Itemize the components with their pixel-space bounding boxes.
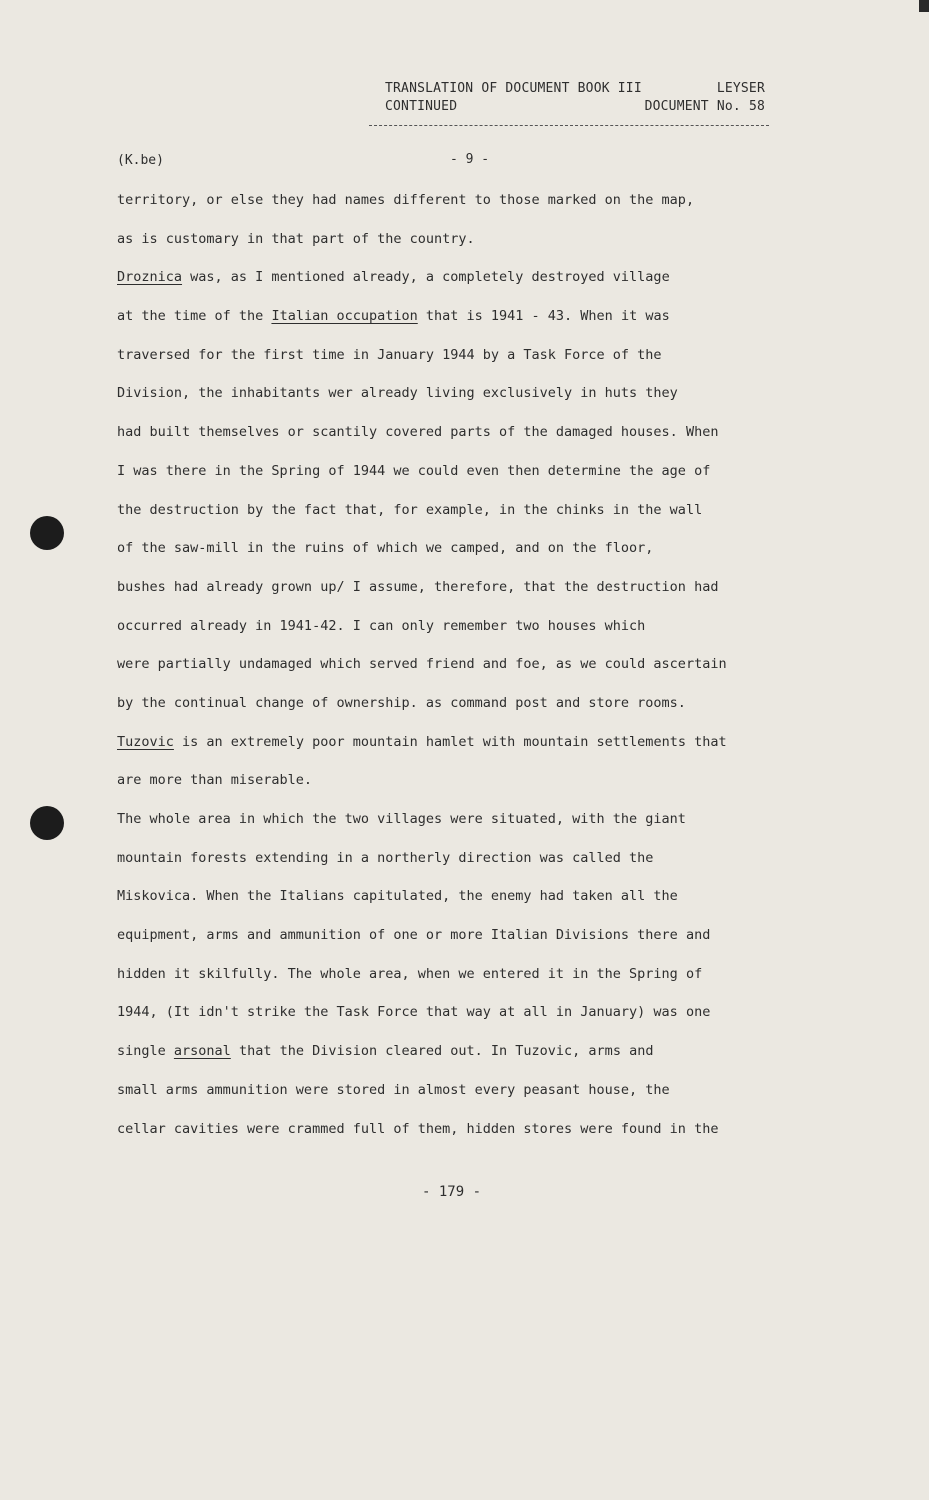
text-line: [117, 770, 852, 809]
underlined-term: Italian occupation: [271, 308, 418, 325]
line-text: I was there in the Spring of 1944 we could even then determine the age of: [117, 462, 711, 479]
line-text: is an extremely poor mountain hamlet with mountain settlements that: [173, 733, 727, 750]
text-line: [117, 925, 852, 964]
initials-reference: (K.be): [117, 153, 164, 168]
line-text: bushes had already grown up/ I assume, therefore, that the destruction had: [117, 578, 719, 595]
text-line: [117, 654, 852, 693]
corner-mark: [919, 0, 929, 12]
line-text: as is customary in that part of the country.: [117, 230, 475, 247]
header-line-2: [385, 98, 765, 116]
text-line: [117, 383, 852, 422]
line-text: were partially undamaged which served friend and foe, as we could ascertain: [117, 656, 727, 673]
text-line: [117, 306, 852, 345]
text-line: [117, 693, 852, 732]
header-title: TRANSLATION OF DOCUMENT BOOK III: [385, 81, 642, 96]
text-line: [117, 616, 852, 655]
underlined-term: Droznica: [117, 269, 183, 286]
line-text: 1944, (It idn't strike the Task Force that way at all in January) was one: [117, 1004, 711, 1021]
line-text: The whole area in which the two villages were situated, with the giant: [117, 811, 686, 827]
line-text: territory, or else they had names different to those marked on the map,: [117, 192, 695, 208]
punch-hole: [30, 516, 64, 550]
text-line: [117, 577, 852, 616]
text-line: [117, 229, 852, 268]
line-text: was, as I mentioned already, a completely destroyed village: [182, 269, 670, 286]
text-line: [117, 1002, 852, 1041]
text-line: [117, 461, 852, 500]
page-number: - 9 -: [450, 152, 490, 167]
footer-page-number: - 179 -: [422, 1184, 482, 1200]
text-line: [117, 886, 852, 925]
document-header: [385, 80, 769, 126]
line-text: hidden it skilfully. The whole area, when we entered it in the Spring of: [117, 965, 703, 982]
underlined-term: Tuzovic: [117, 733, 174, 750]
header-continued: CONTINUED: [385, 99, 458, 114]
text-line: [117, 732, 852, 771]
text-line: [117, 848, 852, 887]
line-text: Miskovica. When the Italians capitulated, the enemy had taken all the: [117, 888, 678, 905]
text-line: [117, 345, 852, 384]
text-line: [117, 422, 852, 461]
text-line: [117, 809, 852, 848]
punch-hole: [30, 806, 64, 840]
line-text: that is 1941 - 43. When it was: [417, 308, 670, 325]
line-text: are more than miserable.: [117, 772, 313, 789]
text-line: [117, 1080, 852, 1119]
line-text: equipment, arms and ammunition of one or more Italian Divisions there and: [117, 927, 711, 944]
line-text: traversed for the first time in January 1944 by a Task Force of the: [117, 346, 662, 363]
text-line: [117, 190, 852, 229]
header-author: LEYSER: [716, 81, 765, 96]
header-rule: [369, 124, 769, 126]
line-prefix: single: [117, 1043, 174, 1060]
line-text: of the saw-mill in the ruins of which we camped, and on the floor,: [117, 540, 654, 557]
line-text: the destruction by the fact that, for example, in the chinks in the wall: [117, 501, 703, 518]
line-text: Division, the inhabitants wer already living exclusively in huts they: [117, 385, 678, 402]
line-text: small arms ammunition were stored in almost every peasant house, the: [117, 1081, 670, 1098]
header-document-number: DOCUMENT No. 58: [644, 99, 765, 114]
line-text: occurred already in 1941-42. I can only remember two houses which: [117, 617, 646, 634]
line-text: mountain forests extending in a northerly direction was called the: [117, 849, 654, 866]
underlined-term: arsonal: [173, 1043, 231, 1060]
text-line: [117, 964, 852, 1003]
line-text: that the Division cleared out. In Tuzovic, arms and: [230, 1043, 654, 1060]
text-line: [117, 1041, 852, 1080]
text-line: [117, 267, 852, 306]
header-line-1: [385, 80, 765, 98]
text-line: [117, 1119, 852, 1158]
line-text: had built themselves or scantily covered parts of the damaged houses. When: [117, 424, 719, 441]
text-line: [117, 538, 852, 577]
line-text: by the continual change of ownership. as command post and store rooms.: [117, 694, 686, 711]
text-line: [117, 500, 852, 539]
line-prefix: at the time of the: [117, 308, 272, 325]
line-text: cellar cavities were crammed full of them, hidden stores were found in the: [117, 1120, 719, 1137]
body-text: [117, 190, 852, 1157]
